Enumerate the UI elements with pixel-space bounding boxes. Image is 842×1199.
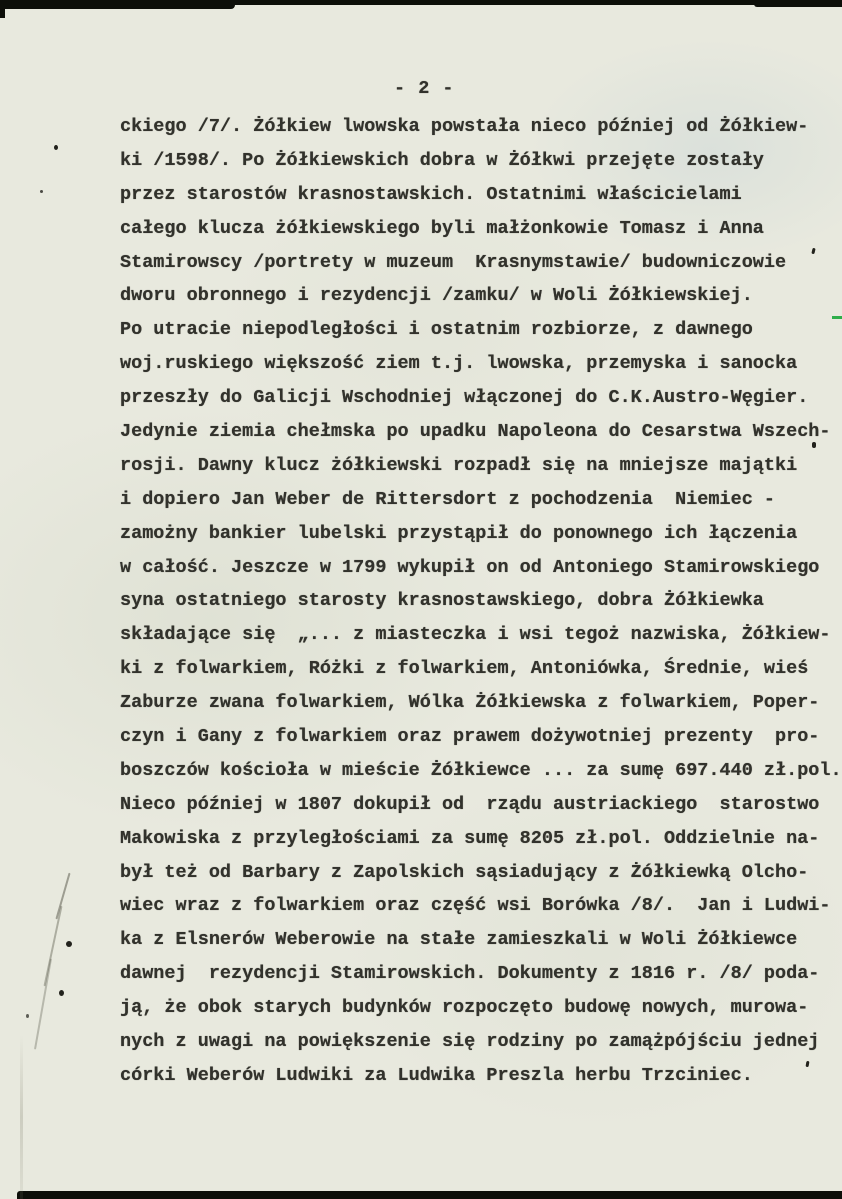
text-line: syna ostatniego starosty krasnostawskiego, dobra Żółkiewka xyxy=(120,590,764,612)
text-line: Stamirowscy /portrety w muzeum Krasnymstawie/ budowniczowie xyxy=(120,251,787,273)
text-line: Makowiska z przyległościami za sumę 8205 zł.pol. Oddzielnie na- xyxy=(120,827,820,849)
text-line: składające się „... z miasteczka i wsi tegoż nazwiska, Żółkiew- xyxy=(120,624,831,646)
text-line: przeszły do Galicji Wschodniej włączonej do C.K.Austro-Węgier. xyxy=(120,387,809,409)
text-line: wiec wraz z folwarkiem oraz część wsi Borówka /8/. Jan i Ludwi- xyxy=(120,895,831,917)
text-line: całego klucza żółkiewskiego byli małżonkowie Tomasz i Anna xyxy=(120,217,764,239)
text-line: Nieco później w 1807 dokupił od rządu austriackiego starostwo xyxy=(120,793,820,815)
text-line: rosji. Dawny klucz żółkiewski rozpadł się na mniejsze majątki xyxy=(120,454,798,476)
text-line: zamożny bankier lubelski przystąpił do ponownego ich łączenia xyxy=(120,522,798,544)
ink-speck xyxy=(26,1014,29,1018)
scan-edge-top-right xyxy=(754,0,842,7)
document-text-block xyxy=(120,110,842,1093)
pencil-scratch xyxy=(55,873,70,920)
ink-speck xyxy=(59,990,64,996)
pencil-scratch xyxy=(34,959,51,1050)
text-line: nych z uwagi na powiększenie się rodziny po zamążpójściu jednej xyxy=(120,1031,820,1053)
text-line: przez starostów krasnostawskich. Ostatnimi właścicielami xyxy=(120,183,742,205)
text-line: dawnej rezydencji Stamirowskich. Dokumenty z 1816 r. /8/ poda- xyxy=(120,963,820,985)
ink-speck xyxy=(66,941,72,947)
text-line: Zaburze zwana folwarkiem, Wólka Żółkiewska z folwarkiem, Poper- xyxy=(120,692,820,714)
paper-crease xyxy=(20,1035,23,1199)
page-number: - 2 - xyxy=(394,78,455,99)
text-line: i dopiero Jan Weber de Rittersdort z pochodzenia Niemiec - xyxy=(120,488,776,510)
text-line: córki Weberów Ludwiki za Ludwika Preszla herbu Trzciniec. xyxy=(120,1064,753,1086)
text-line: woj.ruskiego większość ziem t.j. lwowska, przemyska i sanocka xyxy=(120,353,798,375)
ink-speck xyxy=(40,190,43,193)
text-line: boszczów kościoła w mieście Żółkiewce ... za sumę 697.440 zł.pol. xyxy=(120,759,842,781)
text-line: był też od Barbary z Zapolskich sąsiadujący z Żółkiewką Olcho- xyxy=(120,861,809,883)
text-line: Jedynie ziemia chełmska po upadku Napoleona do Cesarstwa Wszech- xyxy=(120,421,831,443)
scan-edge-top-left xyxy=(0,0,235,9)
text-line: czyn i Gany z folwarkiem oraz prawem dożywotniej prezenty pro- xyxy=(120,726,820,748)
text-line: ki z folwarkiem, Różki z folwarkiem, Antoniówka, Średnie, wieś xyxy=(120,658,809,680)
ink-speck xyxy=(54,145,58,150)
text-line: ki /1598/. Po Żółkiewskich dobra w Żółkwi przejęte zostały xyxy=(120,149,764,171)
text-line: ka z Elsnerów Weberowie na stałe zamieszkali w Woli Żółkiewce xyxy=(120,929,798,951)
text-line: w całość. Jeszcze w 1799 wykupił on od Antoniego Stamirowskiego xyxy=(120,556,820,578)
text-line: Po utracie niepodległości i ostatnim rozbiorze, z dawnego xyxy=(120,319,753,341)
text-line: ją, że obok starych budynków rozpoczęto budowę nowych, murowa- xyxy=(120,997,809,1019)
text-line: ckiego /7/. Żółkiew lwowska powstała nieco później od Żółkiew- xyxy=(120,116,809,137)
scan-edge-bottom xyxy=(17,1191,842,1199)
text-line: dworu obronnego i rezydencji /zamku/ w Woli Żółkiewskiej. xyxy=(120,285,753,307)
scan-edge-left xyxy=(0,0,5,18)
